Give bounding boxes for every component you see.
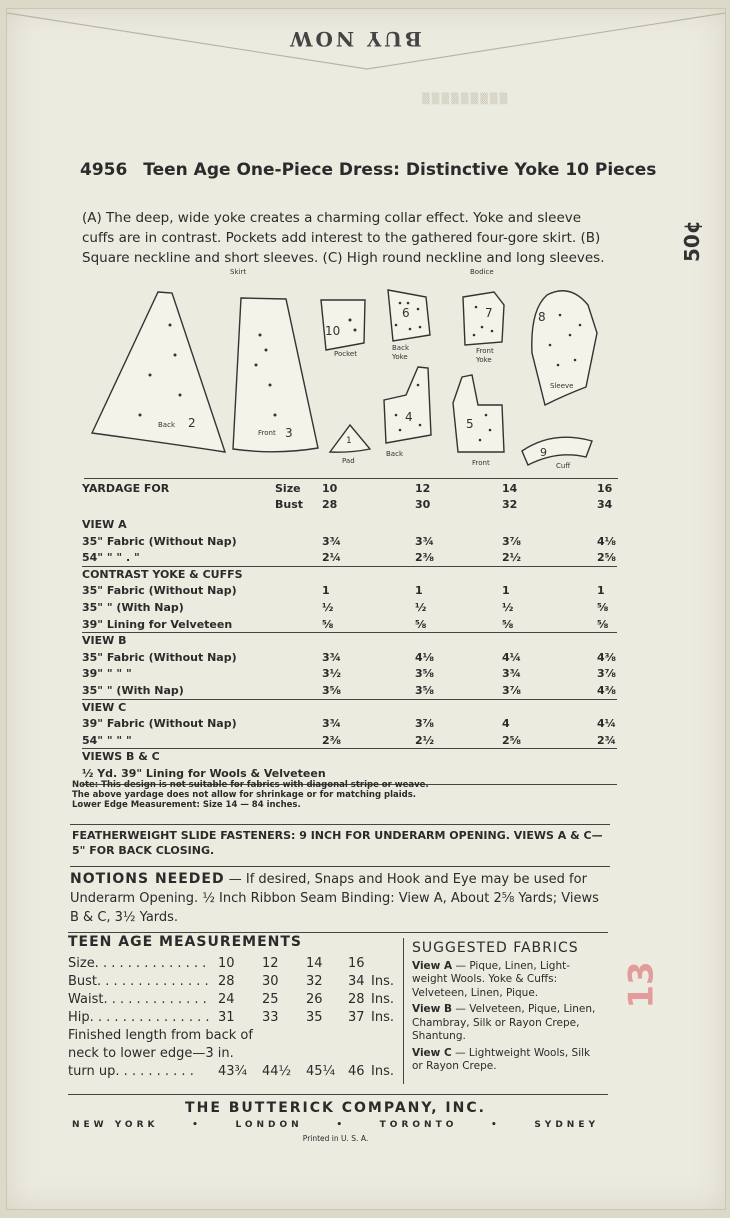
svg-text:Back: Back [158,421,175,429]
section-rule [82,748,617,749]
measurement-value: 10 [218,956,235,971]
yardage-row [82,651,617,667]
measurement-unit: Ins. [371,1010,394,1025]
fastener-line: FEATHERWEIGHT SLIDE FASTENERS: 9 INCH FOR UNDERARM OPENING. VIEWS A & C— [72,829,603,842]
pieces-count: 10 Pieces [565,160,657,180]
finished-length-3: turn up. . . . . . . . . . 43¾ 44½ 45¼ 46 Ins. [68,1064,394,1079]
svg-text:1: 1 [346,436,352,446]
yardage-cell: 2½ [502,551,522,565]
yardage-cell: 2½ [415,733,435,747]
yardage-row [82,734,617,750]
section-rule [82,566,617,567]
size-value: 10 [322,482,338,495]
piece-cuff [522,437,592,470]
yardage-cell: 3⅞ [415,717,435,731]
yardage-row-label: 54" " " " [82,733,132,747]
yardage-cell: ⅝ [415,617,427,631]
yardage-cell: 3¾ [415,534,435,548]
yardage-cell: 3⅝ [415,667,435,681]
skirt-group-label: Skirt [230,268,247,276]
yardage-cell: 3½ [322,667,342,681]
yardage-cell: 4⅛ [597,534,617,548]
svg-text:3: 3 [285,426,293,440]
yardage-row [82,584,617,600]
measurement-value: 33 [262,1010,279,1025]
yardage-section-heading [82,568,617,584]
piece-back-bodice [384,367,431,458]
yardage-cell: 4⅜ [597,684,617,697]
yardage-cell: 3⅞ [597,667,617,681]
yardage-row-label: 35" Fabric (Without Nap) [82,584,237,598]
pattern-title-line [80,160,657,180]
svg-text:Sleeve: Sleeve [550,382,574,390]
city-list: NEW YORK • LONDON • TORONTO • SYDNEY [72,1120,599,1130]
yardage-row-label: CONTRAST YOKE & CUFFS [82,567,243,581]
pattern-header [80,160,657,180]
yardage-row-label: 35" Fabric (Without Nap) [82,534,237,548]
measurement-label: Hip. . . . . . . . . . . . . . . [68,1010,210,1025]
yardage-bust-row [82,498,617,514]
teen-age-measurements [68,934,398,1079]
svg-text:4: 4 [405,410,413,424]
bodice-group-label: Bodice [470,268,494,276]
yardage-row [82,601,617,617]
suggested-fabrics [412,942,602,1077]
piece-back-skirt [92,292,225,452]
yardage-row [82,535,617,551]
column-divider [403,938,404,1084]
yardage-cell: 3¾ [502,667,522,681]
yardage-cell: 1 [415,584,423,598]
measurement-value: 12 [262,956,279,971]
measurement-value: 34 [348,974,365,989]
yardage-row [82,667,617,683]
yardage-cell: ⅝ [502,617,514,631]
svg-text:10: 10 [325,324,341,338]
section-rule [82,632,617,633]
fabric-view-b: View B — Velveteen, Pique, Linen, Chambray, Silk or Rayon Crepe, Shantung. [412,1003,596,1042]
measurement-value: 24 [218,992,235,1007]
notions-title: NOTIONS NEEDED [70,871,225,887]
size-value: 16 [597,482,613,495]
bust-label: Bust [275,498,304,511]
measurement-value: 14 [306,956,323,971]
ghost-print: ▒▒▒▒▒▒▒▒▒ [420,92,508,103]
piece-pocket [321,300,365,358]
yardage-cell: 4⅜ [597,650,617,664]
yardage-cell: ½ [415,601,427,614]
svg-text:7: 7 [485,306,493,320]
note-line: Note: This design is not suitable for fabrics with diagonal stripe or weave. [72,780,429,790]
measurement-value: 31 [218,1010,235,1025]
svg-text:Yoke: Yoke [476,356,492,364]
measurement-unit: Ins. [371,992,394,1007]
yardage-section-heading [82,518,617,534]
flap-buy-now-text: BUY NOW [287,27,422,51]
measurement-unit: Ins. [371,974,394,989]
yardage-row-label: VIEW A [82,518,127,531]
size-value: 12 [415,482,431,495]
fabrics-title: SUGGESTED FABRICS [412,940,579,956]
yardage-cell: 3⅞ [502,684,522,697]
yardage-cell: 2⅜ [415,551,435,565]
yardage-row-label: VIEWS B & C [82,750,160,764]
svg-text:5: 5 [466,417,474,431]
piece-front-skirt [233,298,318,452]
measurement-row [68,974,398,992]
yardage-row-label: 39" " " " [82,667,132,681]
divider [68,1094,608,1095]
yardage-cell: 2⅜ [322,733,342,747]
bust-value: 28 [322,498,338,511]
svg-text:9: 9 [540,446,547,459]
yardage-row [82,684,617,700]
size-stamp: 13 [621,961,662,1009]
measurement-value: 35 [306,1010,323,1025]
finished-length-1: Finished length from back of [68,1028,253,1043]
description-line: (A) The deep, wide yoke creates a charming collar effect. Yoke and sleeve [82,210,582,226]
svg-text:Front: Front [258,429,276,437]
svg-text:8: 8 [538,310,546,324]
bust-value: 32 [502,498,518,511]
yardage-row-label: VIEW B [82,634,127,648]
yardage-notes [72,780,612,810]
svg-text:Front: Front [472,459,490,467]
size-label: Size [275,482,301,495]
yardage-row-label: VIEW C [82,700,127,714]
measurement-row [68,956,398,974]
svg-text:Cuff: Cuff [556,462,571,470]
measurement-row [68,1010,398,1028]
printed-in: Printed in U. S. A. [302,1134,369,1143]
pattern-number: 4956 [80,160,128,180]
pattern-description [82,208,622,268]
svg-text:Back: Back [392,344,409,352]
measurement-value: 28 [218,974,235,989]
notions-needed [70,870,605,927]
bust-value: 34 [597,498,613,511]
fabric-view-a: View A — Pique, Linen, Light-weight Wools. Yoke & Cuffs: Velveteen, Linen, Pique. [412,959,571,999]
svg-text:Pocket: Pocket [334,350,357,358]
yardage-cell: 3⅝ [322,684,342,697]
bust-value: 30 [415,498,431,511]
yardage-cell: 3¾ [322,650,342,664]
divider [70,824,610,825]
measurement-label: Bust. . . . . . . . . . . . . . [68,974,209,989]
svg-text:2: 2 [188,416,196,430]
yardage-section-heading [82,634,617,650]
pattern-title: Teen Age One-Piece Dress: Distinctive Yoke [143,160,560,180]
yardage-row-label: 39" Lining for Velveteen [82,617,233,631]
finished-length-2: neck to lower edge—3 in. [68,1046,234,1061]
yardage-cell: ⅝ [597,601,609,614]
yardage-cell: ⅝ [597,617,609,631]
measurement-value: 32 [306,974,323,989]
yardage-section-heading [82,701,617,717]
yardage-row-label: 35" " (With Nap) [82,601,184,614]
yardage-cell: 3⅞ [502,534,522,548]
yardage-row-label: 35" Fabric (Without Nap) [82,650,237,664]
svg-text:Front: Front [476,347,494,355]
divider [84,478,618,479]
yardage-cell: 2¼ [322,551,342,565]
measurement-label: Waist. . . . . . . . . . . . . [68,992,207,1007]
yardage-cell: 4¼ [597,717,617,731]
yardage-cell: 2⅝ [597,551,617,565]
measurement-value: 25 [262,992,279,1007]
measurements-title: TEEN AGE MEASUREMENTS [68,934,303,950]
measurement-value: 28 [348,992,365,1007]
slide-fasteners [72,828,607,858]
piece-back-yoke [388,290,430,361]
description-line: cuffs are in contrast. Pockets add interest to the gathered four-gore skirt. (B) [82,230,601,246]
measurement-label: Size. . . . . . . . . . . . . . [68,956,207,971]
yardage-section-heading [82,750,617,766]
price-label: 50¢ [680,220,704,262]
yardage-row-label: 35" " (With Nap) [82,684,184,697]
yardage-row-label: ½ Yd. 39" Lining for Wools & Velveteen [82,767,326,780]
yardage-cell: 2⅝ [502,733,522,747]
yardage-cell: 1 [502,584,510,598]
yardage-size-row [82,482,617,498]
measurement-value: 37 [348,1010,365,1025]
yardage-cell: ½ [502,601,514,614]
yardage-cell: ⅝ [322,617,334,631]
yardage-cell: 3¾ [322,534,342,548]
section-rule [82,699,617,700]
svg-text:6: 6 [402,306,410,320]
yardage-cell: 4 [502,717,510,731]
yardage-cell: 4¼ [502,650,522,664]
yardage-cell: ½ [322,601,334,614]
svg-text:Yoke: Yoke [392,353,408,361]
measurement-value: 30 [262,974,279,989]
yardage-cell: 1 [322,584,330,598]
divider [70,866,610,867]
note-line: The above yardage does not allow for shrinkage or for matching plaids. [72,790,417,800]
publisher-footer [68,1100,603,1143]
piece-front-yoke [463,292,504,364]
description-line: Square neckline and short sleeves. (C) High round neckline and long sleeves. [82,250,605,266]
yardage-row-label: 39" Fabric (Without Nap) [82,717,237,731]
piece-sleeve [532,291,597,405]
yardage-cell: 3⅝ [415,684,435,697]
notions-text: — If desired, Snaps and Hook and Eye may be used for Underarm Opening. ½ Inch Ribbon Seam Binding: View A, About 2⅝ Yards; Views B & C, 3½ Yards. [70,872,599,925]
yardage-row [82,618,617,634]
yardage-title: YARDAGE FOR [82,482,170,495]
piece-pad [330,425,370,465]
piece-front-bodice [453,375,504,467]
yardage-row [82,551,617,567]
svg-text:Back: Back [386,450,403,458]
company-name: THE BUTTERICK COMPANY, INC. [185,1100,486,1116]
yardage-cell: 3¾ [322,717,342,731]
yardage-row-label: 54" " " . " [82,551,140,565]
fabric-view-c: View C — Lightweight Wools, Silk or Rayon Crepe. [412,1046,591,1072]
note-line: Lower Edge Measurement: Size 14 — 84 inches. [72,800,301,810]
yardage-cell: 2¾ [597,733,617,747]
yardage-row [82,717,617,733]
size-value: 14 [502,482,518,495]
measurement-value: 26 [306,992,323,1007]
yardage-cell: 1 [597,584,605,598]
measurement-row [68,992,398,1010]
yardage-cell: 4⅛ [415,650,435,664]
divider [68,932,608,933]
fastener-line: 5" FOR BACK CLOSING. [72,844,215,857]
svg-text:Pad: Pad [342,457,355,465]
measurement-value: 16 [348,956,365,971]
pattern-pieces-diagram [80,265,620,475]
